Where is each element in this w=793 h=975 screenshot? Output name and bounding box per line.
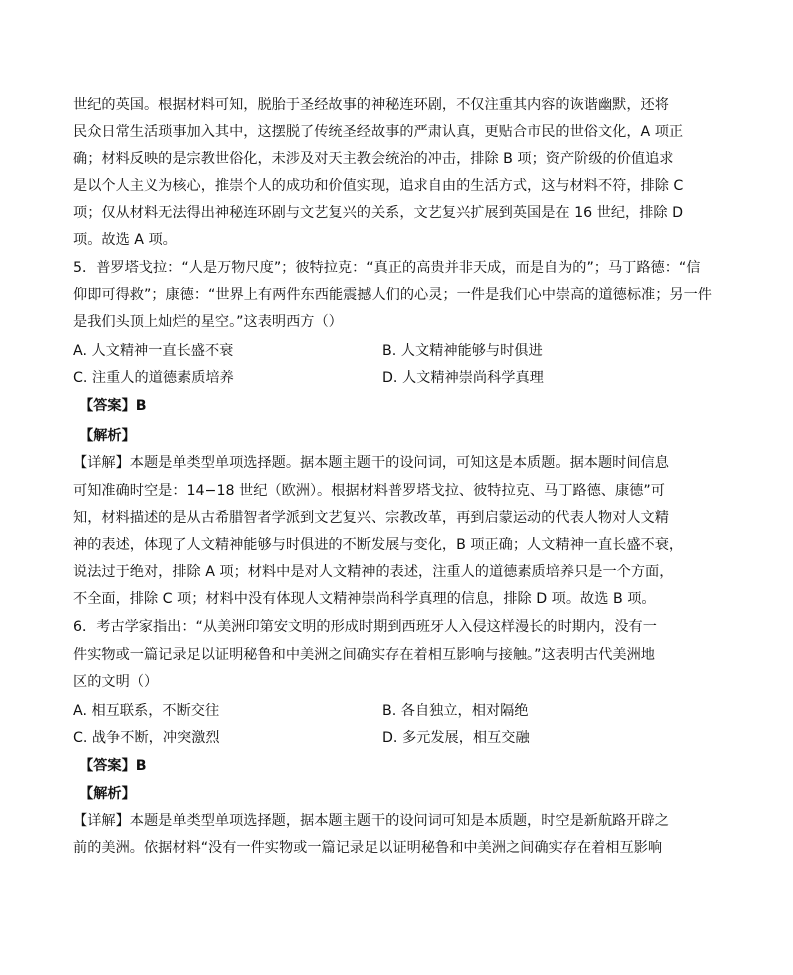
q5-option-a: A. 人文精神一直长盛不衰 (73, 343, 234, 359)
q5-detail-line: 【详解】本题是单类型单项选择题。据本题主题干的设问词，可知这是本质题。据本题时间信息 (73, 455, 669, 471)
q5-detail-line: 不全面，排除 C 项；材料中没有体现人文精神崇尚科学真理的信息，排除 D 项。故选 B 项。 (73, 591, 656, 607)
q6-stem-line: 6．考古学家指出：“从美洲印第安文明的形成时期到西班牙人入侵这样漫长的时期内，没有一 (73, 619, 657, 635)
q5-option-c: C. 注重人的道德素质培养 (73, 370, 234, 386)
q5-stem-line: 是我们头顶上灿烂的星空。”这表明西方（） (73, 314, 343, 330)
q5-detail-line: 神的表述，体现了人文精神能够与时俱进的不断发展与变化，B 项正确；人文精神一直长盛不衰， (73, 537, 684, 553)
q4-text-line: 民众日常生活琐事加入其中，这摆脱了传统圣经故事的严肃认真，更贴合市民的世俗文化，A 项正 (73, 124, 684, 140)
q5-stem-line: 仰即可得救”；康德：“世界上有两件东西能震撼人们的心灵；一件是我们心中崇高的道德标准；另一件 (73, 287, 712, 303)
q6-detail-line: 前的美洲。依据材料“没有一件实物或一篇记录足以证明秘鲁和中美洲之间确实存在着相互影响 (73, 840, 663, 856)
q4-text-line: 项。故选 A 项。 (73, 232, 177, 248)
q5-option-b: B. 人文精神能够与时俱进 (382, 343, 543, 359)
q4-text-line: 确；材料反映的是宗教世俗化，未涉及对天主教会统治的冲击，排除 B 项；资产阶级的价值追求 (73, 151, 674, 167)
q6-option-d: D. 多元发展，相互交融 (382, 730, 530, 746)
q5-option-d: D. 人文精神崇尚科学真理 (382, 370, 544, 386)
q6-analysis-label: 【解析】 (79, 786, 136, 802)
q4-text-line: 世纪的英国。根据材料可知，脱胎于圣经故事的神秘连环剧，不仅注重其内容的诙谐幽默，还将 (73, 97, 669, 113)
q5-detail-line: 说法过于绝对，排除 A 项；材料中是对人文精神的表述，注重人的道德素质培养只是一个方面， (73, 564, 674, 580)
q6-stem-line: 区的文明（） (73, 674, 159, 690)
q6-stem-line: 件实物或一篇记录足以证明秘鲁和中美洲之间确实存在着相互影响与接触。”这表明古代美洲地 (73, 647, 655, 663)
q6-detail-line: 【详解】本题是单类型单项选择题，据本题主题干的设问词可知是本质题，时空是新航路开辟之 (73, 813, 669, 829)
q6-option-a: A. 相互联系，不断交往 (73, 703, 220, 719)
q6-answer: 【答案】B (79, 758, 147, 774)
q5-detail-line: 可知准确时空是：14−18 世纪（欧洲）。根据材料普罗塔戈拉、彼特拉克、马丁路德、康德”可 (73, 483, 665, 499)
q6-option-b: B. 各自独立，相对隔绝 (382, 703, 529, 719)
q5-detail-line: 知，材料描述的是从古希腊智者学派到文艺复兴、宗教改革，再到启蒙运动的代表人物对人文精 (73, 510, 669, 526)
q5-stem-line: 5．普罗塔戈拉：“人是万物尺度”；彼特拉克：“真正的高贵并非天成，而是自为的”；马丁路德：“信 (73, 260, 701, 276)
q5-analysis-label: 【解析】 (79, 428, 136, 444)
q4-text-line: 是以个人主义为核心，推崇个人的成功和价值实现，追求自由的生活方式，这与材料不符，排除 C (73, 178, 684, 194)
q5-answer: 【答案】B (79, 398, 147, 414)
q4-text-line: 项；仅从材料无法得出神秘连环剧与文艺复兴的关系，文艺复兴扩展到英国是在 16 世纪，排除 D (73, 205, 684, 221)
q6-option-c: C. 战争不断，冲突激烈 (73, 730, 220, 746)
